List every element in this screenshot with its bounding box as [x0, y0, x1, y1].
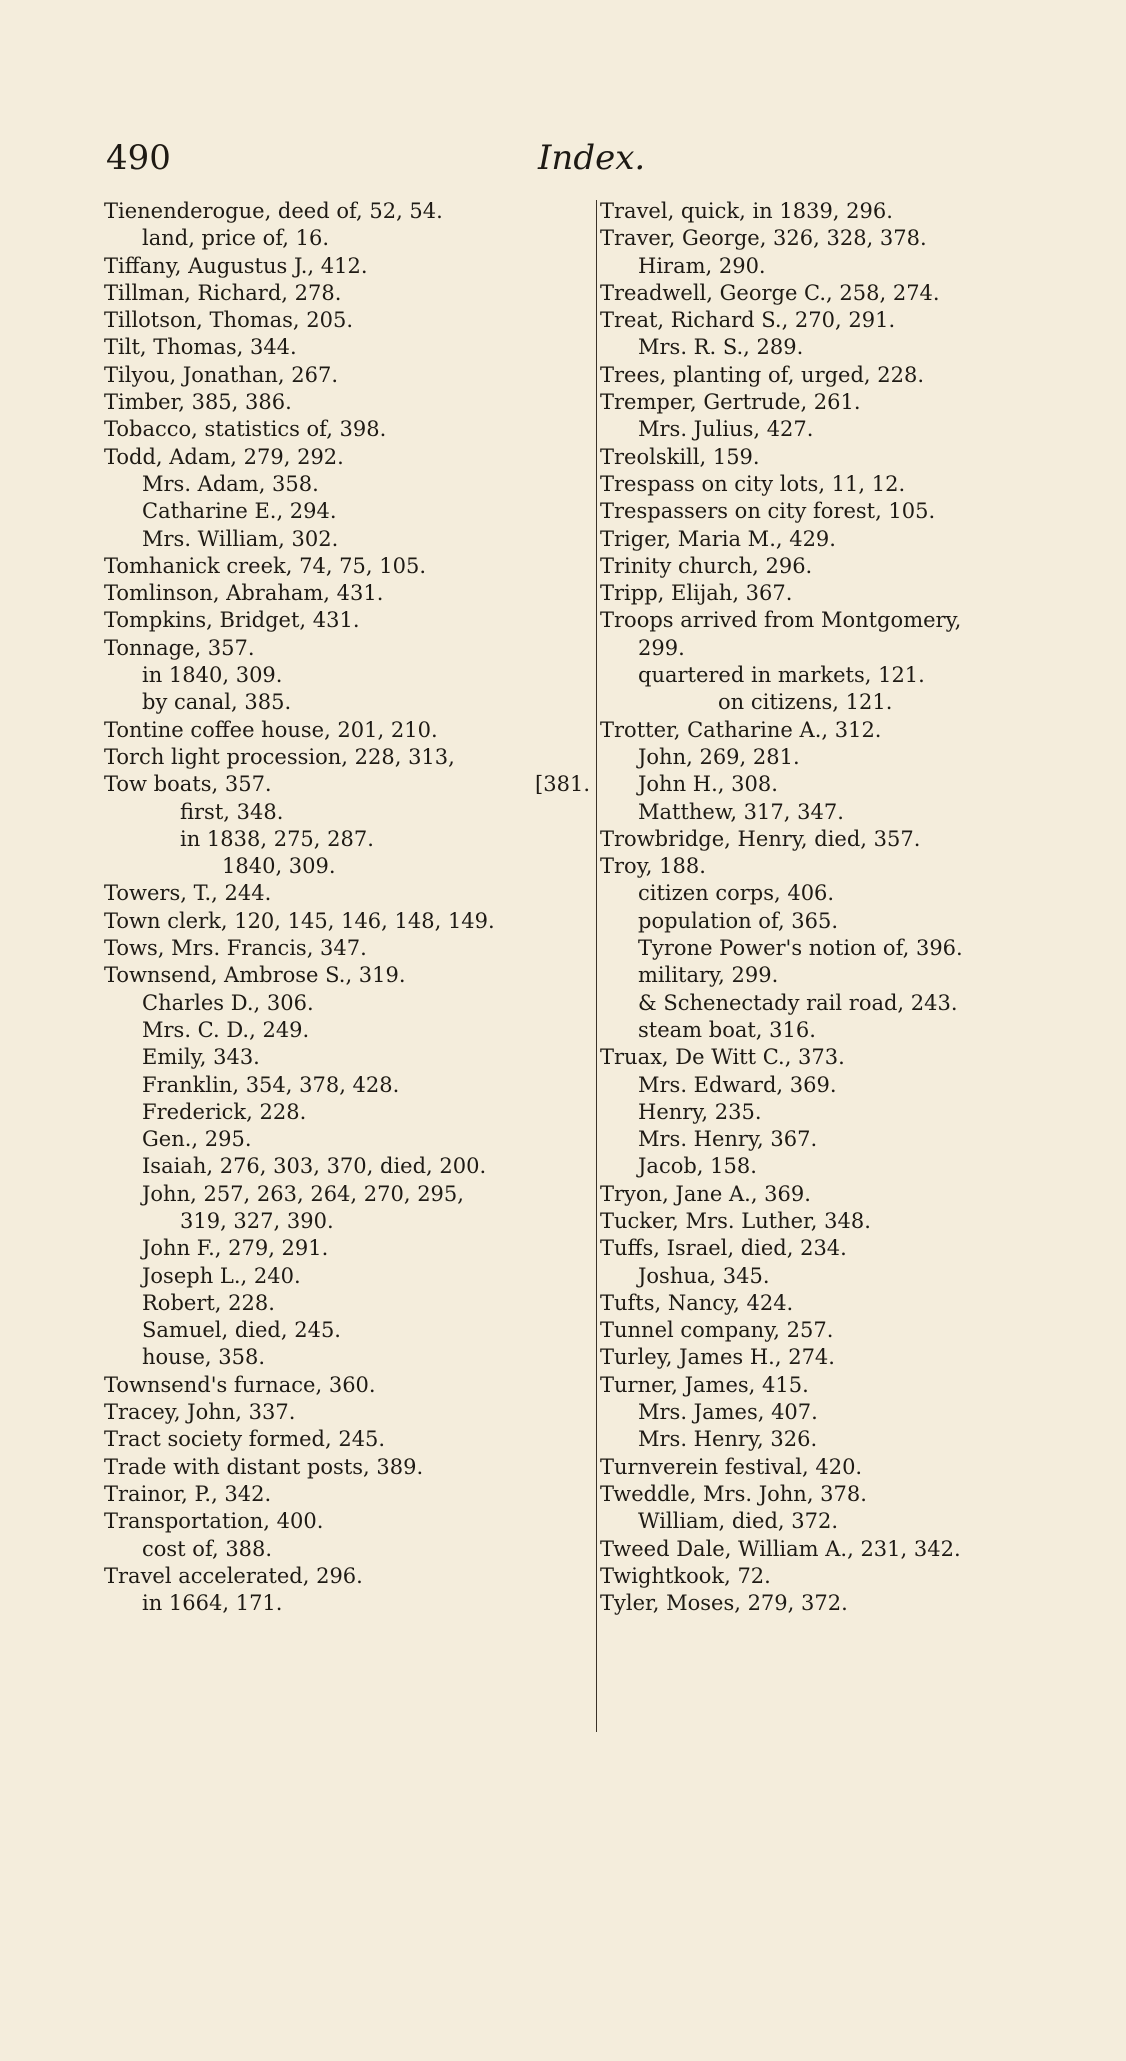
index-entry — [600, 1317, 1092, 1344]
index-entry-text: cost of, 388. — [142, 1536, 273, 1561]
index-entry-text: Transportation, 400. — [104, 1509, 324, 1534]
index-entry-text: Robert, 228. — [142, 1290, 275, 1315]
index-entry — [104, 744, 590, 771]
index-entry — [104, 1317, 590, 1344]
index-entry-text: Mrs. Julius, 427. — [638, 417, 814, 442]
index-entry-text: Trade with distant posts, 389. — [104, 1454, 424, 1479]
index-entry — [104, 471, 590, 498]
index-entry — [600, 1536, 1092, 1563]
index-entry — [600, 1153, 1092, 1180]
index-entry-text: Gen., 295. — [142, 1127, 252, 1152]
index-entry — [600, 1508, 1092, 1535]
index-entry-text: land, price of, 16. — [142, 226, 330, 251]
index-entry — [600, 198, 1092, 225]
index-entry — [104, 580, 590, 607]
index-entry — [600, 1399, 1092, 1426]
index-entry-text: Henry, 235. — [638, 1099, 762, 1124]
index-entry-text: Frederick, 228. — [142, 1099, 307, 1124]
index-column-right — [600, 198, 1092, 1617]
index-entry — [104, 198, 590, 225]
index-entry — [600, 1590, 1092, 1617]
index-entry — [104, 1181, 590, 1208]
index-entry-text: Tilyou, Jonathan, 267. — [104, 362, 339, 387]
index-entry-text: Joshua, 345. — [638, 1263, 770, 1288]
index-entry — [104, 362, 590, 389]
index-entry-text: Joseph L., 240. — [142, 1263, 301, 1288]
index-entry — [104, 280, 590, 307]
index-entry — [600, 607, 1092, 634]
index-entry — [104, 689, 590, 716]
index-entry — [600, 498, 1092, 525]
index-entry-text: Tontine coffee house, 201, 210. — [104, 717, 438, 742]
index-entry — [104, 526, 590, 553]
index-entry-text: Catharine E., 294. — [142, 499, 337, 524]
index-entry — [600, 1126, 1092, 1153]
index-entry — [104, 962, 590, 989]
index-entry — [600, 334, 1092, 361]
index-entry-text: & Schenectady rail road, 243. — [638, 990, 958, 1015]
index-entry-text: Tracey, John, 337. — [104, 1400, 296, 1425]
index-entry — [104, 498, 590, 525]
index-entry — [104, 1563, 590, 1590]
index-entry-text: Tows, Mrs. Francis, 347. — [104, 936, 367, 961]
index-entry-text: Turley, James H., 274. — [600, 1345, 835, 1370]
index-entry — [104, 1590, 590, 1617]
index-entry — [600, 1235, 1092, 1262]
index-entry-text: Tyrone Power's notion of, 396. — [638, 936, 963, 961]
index-entry — [600, 580, 1092, 607]
index-entry — [104, 771, 590, 798]
index-entry — [104, 1017, 590, 1044]
index-entry — [600, 1017, 1092, 1044]
index-entry — [600, 908, 1092, 935]
index-entry-text: military, 299. — [638, 963, 779, 988]
index-entry-text: Troy, 188. — [600, 854, 706, 879]
index-entry-text: Isaiah, 276, 303, 370, died, 200. — [142, 1154, 487, 1179]
index-entry — [600, 1454, 1092, 1481]
index-entry — [600, 744, 1092, 771]
index-entry-text: Truax, De Witt C., 373. — [600, 1045, 845, 1070]
index-entry-text: Tremper, Gertrude, 261. — [600, 390, 861, 415]
index-entry-text: Hiram, 290. — [638, 253, 766, 278]
index-entry-text: steam boat, 316. — [638, 1017, 816, 1042]
column-divider — [596, 200, 597, 1732]
index-entry — [104, 1508, 590, 1535]
index-entry — [104, 307, 590, 334]
index-entry-text: Tuffs, Israel, died, 234. — [600, 1236, 847, 1261]
index-entry-text: Tunnel company, 257. — [600, 1318, 834, 1343]
index-entry-text: John F., 279, 291. — [142, 1236, 329, 1261]
index-entry-text: in 1664, 171. — [142, 1591, 283, 1616]
index-entry — [600, 1044, 1092, 1071]
index-entry — [104, 1235, 590, 1262]
index-entry-text: Tonnage, 357. — [104, 635, 255, 660]
index-entry — [104, 935, 590, 962]
index-entry-text: Tufts, Nancy, 424. — [600, 1290, 794, 1315]
index-entry-text: John, 269, 281. — [638, 744, 800, 769]
index-entry — [600, 225, 1092, 252]
index-entry — [104, 1263, 590, 1290]
index-entry — [600, 526, 1092, 553]
index-entry-text: Franklin, 354, 378, 428. — [142, 1072, 400, 1097]
index-entry-text: 1840, 309. — [222, 854, 336, 879]
index-entry — [104, 1126, 590, 1153]
index-entry-text: Triger, Maria M., 429. — [600, 526, 836, 551]
index-entry-text: Tiffany, Augustus J., 412. — [104, 253, 368, 278]
index-entry-text: quartered in markets, 121. — [638, 663, 925, 688]
index-entry — [600, 389, 1092, 416]
index-entry-text: Townsend, Ambrose S., 319. — [104, 963, 406, 988]
index-entry-text: Matthew, 317, 347. — [638, 799, 844, 824]
index-entry — [104, 607, 590, 634]
index-entry-text: Jacob, 158. — [638, 1154, 757, 1179]
index-entry — [600, 1563, 1092, 1590]
index-entry-text: Mrs. James, 407. — [638, 1400, 818, 1425]
index-entry-text: Treadwell, George C., 258, 274. — [600, 280, 940, 305]
index-entry — [600, 1426, 1092, 1453]
index-entry — [600, 280, 1092, 307]
index-entry-text: Tweddle, Mrs. John, 378. — [600, 1481, 867, 1506]
index-entry-text: house, 358. — [142, 1345, 266, 1370]
index-entry — [104, 853, 590, 880]
index-entry-text: Tilt, Thomas, 344. — [104, 335, 297, 360]
index-entry — [104, 1372, 590, 1399]
index-entry — [600, 416, 1092, 443]
index-entry-text: Timber, 385, 386. — [104, 390, 292, 415]
index-entry-text: Tyler, Moses, 279, 372. — [600, 1591, 848, 1616]
index-entry-text: Tripp, Elijah, 367. — [600, 581, 793, 606]
index-entry-text: John, 257, 263, 264, 270, 295, — [142, 1181, 464, 1206]
index-entry — [600, 771, 1092, 798]
index-entry — [104, 635, 590, 662]
index-entry — [104, 253, 590, 280]
index-entry-text: Tryon, Jane A., 369. — [600, 1181, 811, 1206]
index-entry-text: Trespassers on city forest, 105. — [600, 499, 936, 524]
index-entry-text: Trespass on city lots, 11, 12. — [600, 471, 906, 496]
index-entry — [600, 1208, 1092, 1235]
index-entry — [104, 1344, 590, 1371]
index-entry — [104, 225, 590, 252]
index-entry-text: Treolskill, 159. — [600, 444, 760, 469]
index-entry-text: Tillotson, Thomas, 205. — [104, 308, 354, 333]
index-entry-text: Townsend's furnace, 360. — [104, 1372, 376, 1397]
index-entry — [600, 1372, 1092, 1399]
index-entry-text: John H., 308. — [638, 772, 778, 797]
index-entry-text: Tomhanick creek, 74, 75, 105. — [104, 553, 427, 578]
index-entry — [104, 1399, 590, 1426]
page-number: 490 — [106, 138, 171, 178]
index-entry — [104, 1099, 590, 1126]
index-entry — [600, 717, 1092, 744]
index-entry-text: Tobacco, statistics of, 398. — [104, 417, 387, 442]
index-entry-text: Tompkins, Bridget, 431. — [104, 608, 360, 633]
index-entry-text: in 1840, 309. — [142, 663, 283, 688]
index-entry — [104, 1208, 590, 1235]
index-entry-text: Travel, quick, in 1839, 296. — [600, 199, 893, 223]
index-entry-text: Twightkook, 72. — [600, 1563, 771, 1588]
index-entry — [104, 444, 590, 471]
index-entry-text: Tillman, Richard, 278. — [104, 280, 342, 305]
index-entry-text: Torch light procession, 228, 313, — [104, 744, 455, 769]
index-entry-text: Mrs. Henry, 367. — [638, 1127, 818, 1152]
index-entry — [104, 1072, 590, 1099]
index-entry — [600, 689, 1092, 716]
index-entry — [600, 253, 1092, 280]
index-entry-text: Tienenderogue, deed of, 52, 54. — [104, 199, 443, 223]
index-entry — [600, 990, 1092, 1017]
index-entry-text: population of, 365. — [638, 908, 839, 933]
index-entry-text: Trees, planting of, urged, 228. — [600, 362, 925, 387]
index-entry-text: Treat, Richard S., 270, 291. — [600, 308, 896, 333]
index-entry-text: 299. — [638, 635, 685, 660]
index-entry — [600, 444, 1092, 471]
index-entry-text: Travel accelerated, 296. — [104, 1563, 363, 1588]
index-entry — [600, 880, 1092, 907]
index-entry-text: Mrs. C. D., 249. — [142, 1017, 310, 1042]
index-entry — [600, 307, 1092, 334]
index-entry-text: William, died, 372. — [638, 1509, 839, 1534]
index-entry-text: Todd, Adam, 279, 292. — [104, 444, 344, 469]
index-entry-text: Trainor, P., 342. — [104, 1481, 272, 1506]
index-entry-text: Towers, T., 244. — [104, 881, 272, 906]
index-entry-text: Trotter, Catharine A., 312. — [600, 717, 882, 742]
index-entry-text: Mrs. William, 302. — [142, 526, 339, 551]
index-entry-text: on citizens, 121. — [718, 690, 893, 715]
index-entry — [600, 799, 1092, 826]
index-entry — [104, 1044, 590, 1071]
index-entry — [104, 1454, 590, 1481]
index-entry — [104, 1426, 590, 1453]
index-entry — [600, 1481, 1092, 1508]
index-entry-text: Tow boats, 357. — [104, 772, 272, 797]
index-entry — [600, 635, 1092, 662]
index-entry — [600, 1263, 1092, 1290]
index-entry-text: Mrs. R. S., 289. — [638, 335, 804, 360]
index-entry-text: Tweed Dale, William A., 231, 342. — [600, 1536, 961, 1561]
index-entry-text: Town clerk, 120, 145, 146, 148, 149. — [104, 908, 495, 933]
index-entry — [600, 962, 1092, 989]
index-column-left — [104, 198, 590, 1617]
index-entry — [104, 908, 590, 935]
index-entry-text: first, 348. — [180, 799, 284, 824]
index-entry-text: Trinity church, 296. — [600, 553, 813, 578]
index-entry-text: Turner, James, 415. — [600, 1372, 809, 1397]
index-entry — [600, 826, 1092, 853]
index-entry — [600, 1072, 1092, 1099]
index-entry-text: Turnverein festival, 420. — [600, 1454, 863, 1479]
index-entry — [104, 826, 590, 853]
running-title: Index. — [538, 138, 646, 178]
index-entry — [104, 553, 590, 580]
index-entry — [600, 853, 1092, 880]
index-entry-text: Tucker, Mrs. Luther, 348. — [600, 1208, 871, 1233]
index-entry — [104, 334, 590, 361]
index-entry-text: Traver, George, 326, 328, 378. — [600, 226, 927, 251]
index-entry — [600, 935, 1092, 962]
index-entry-text: by canal, 385. — [142, 690, 292, 715]
index-entry — [600, 1181, 1092, 1208]
index-entry — [104, 990, 590, 1017]
index-entry-text: 319, 327, 390. — [180, 1208, 334, 1233]
index-entry-text: citizen corps, 406. — [638, 881, 835, 906]
index-entry — [600, 553, 1092, 580]
index-entry-text: Trowbridge, Henry, died, 357. — [600, 826, 921, 851]
index-entry — [104, 799, 590, 826]
index-entry — [104, 1290, 590, 1317]
index-entry — [600, 362, 1092, 389]
index-entry-continuation: [381. — [535, 772, 590, 797]
index-entry-text: Mrs. Edward, 369. — [638, 1072, 837, 1097]
index-entry — [600, 471, 1092, 498]
index-entry-text: in 1838, 275, 287. — [180, 826, 374, 851]
index-entry-text: Tract society formed, 245. — [104, 1427, 386, 1452]
index-entry — [600, 1099, 1092, 1126]
index-entry-text: Mrs. Henry, 326. — [638, 1427, 818, 1452]
page-header — [0, 136, 1126, 180]
index-entry — [104, 717, 590, 744]
index-entry — [104, 416, 590, 443]
index-entry-text: Charles D., 306. — [142, 990, 314, 1015]
index-entry — [104, 1536, 590, 1563]
index-entry — [104, 662, 590, 689]
index-entry — [104, 1481, 590, 1508]
index-entry-text: Tomlinson, Abraham, 431. — [104, 581, 384, 606]
index-entry — [104, 389, 590, 416]
index-entry-text: Emily, 343. — [142, 1045, 260, 1070]
index-entry — [104, 880, 590, 907]
index-entry-text: Samuel, died, 245. — [142, 1318, 341, 1343]
index-entry-text: Mrs. Adam, 358. — [142, 471, 319, 496]
index-entry — [600, 1290, 1092, 1317]
index-entry — [600, 1344, 1092, 1371]
index-entry-text: Troops arrived from Montgomery, — [600, 608, 962, 633]
index-entry — [104, 1153, 590, 1180]
index-entry — [600, 662, 1092, 689]
